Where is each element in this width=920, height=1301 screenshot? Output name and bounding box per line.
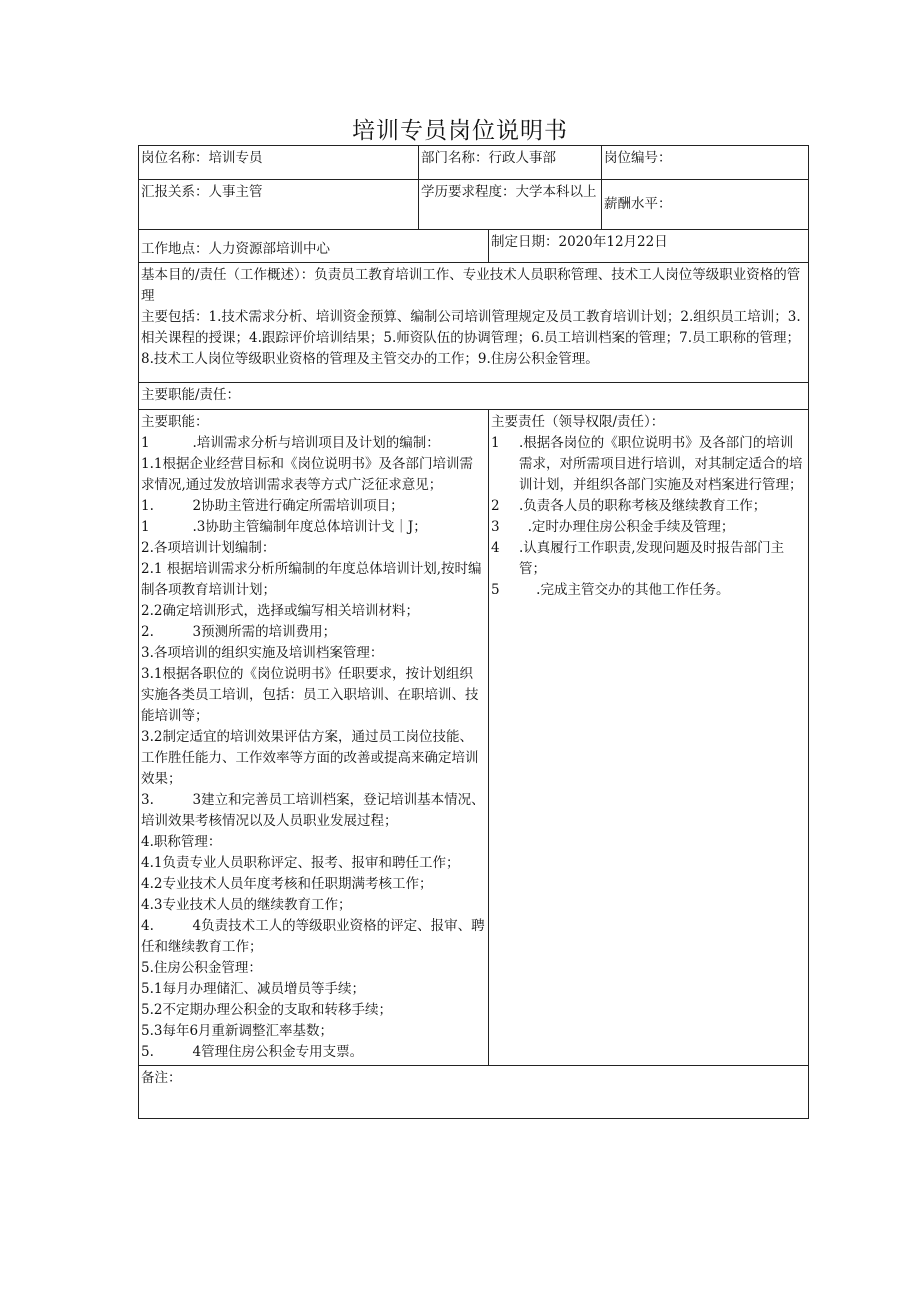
responsibility-item — [491, 433, 806, 496]
position-no: 岗位编号： — [604, 150, 672, 166]
responsibility-item — [491, 580, 806, 601]
responsibility-number: 2 — [491, 498, 500, 514]
responsibilities-cell — [489, 410, 809, 1066]
report-to: 汇报关系：人事主管 — [141, 184, 263, 200]
function-line: 3.2制定适宜的培训效果评估方案，通过员工岗位技能、工作胜任能力、工作效率等方面的改善或提高来确定培训效果； — [141, 729, 479, 787]
function-line: 2.2确定培训形式，选择或编写相关培训材料； — [141, 603, 419, 619]
functions-cell — [139, 410, 489, 1066]
remarks-cell — [139, 1066, 809, 1119]
salary-cell — [602, 180, 809, 230]
education-cell — [419, 180, 602, 230]
function-line: 3.1根据各职位的《岗位说明书》任职要求，按计划组织实施各类员工培训，包括：员工入职培训、在职培训、技能培训等； — [141, 666, 479, 724]
responsibility-item — [491, 496, 806, 517]
responsibilities-list — [491, 433, 806, 601]
function-line: 1 .3协助主管编制年度总体培训计戈｜J； — [141, 519, 427, 535]
work-location: 工作地点：人力资源部培训中心 — [141, 241, 330, 257]
position-name-cell — [139, 146, 419, 180]
responsibility-text: .定时办理住房公积金手续及管理； — [519, 519, 735, 535]
duties-header-cell — [139, 383, 809, 410]
function-line: 4.2专业技术人员年度考核和任职期满考核工作； — [141, 876, 433, 892]
function-line: 4.3专业技术人员的继续教育工作； — [141, 897, 352, 913]
function-line: 5. 4管理住房公积金专用支票。 — [141, 1044, 364, 1060]
responsibility-number: 5 — [491, 582, 500, 598]
responsibility-text: .负责各人员的职称考核及继续教育工作； — [519, 498, 767, 514]
functions-heading: 主要职能： — [141, 414, 209, 430]
function-line: 3. 3建立和完善员工培训档案，登记培训基本情况、培训效果考核情况以及人员职业发展过程； — [141, 792, 485, 829]
function-line: 1. 2协助主管进行确定所需培训项目； — [141, 498, 404, 514]
function-line: 5.1每月办理储汇、减员增员等手续； — [141, 981, 365, 997]
responsibility-item — [491, 517, 806, 538]
main-includes: 主要包括：1.技术需求分析、培训资金预算、编制公司培训管理规定及员工教育培训计划；2.组织员工培训；3.相关课程的授课；4.跟踪评价培训结果；5.师资队伍的协调管理；6.员工培训档案的管理；7.员工职称的管理；8.技术工人岗位等级职业资格的管理及主管交办的工作；9.住房公积金管理。 — [141, 309, 801, 367]
department: 部门名称：行政人事部 — [421, 150, 556, 166]
function-line: 4. 4负责技术工人的等级职业资格的评定、报审、聘任和继续教育工作； — [141, 918, 485, 955]
responsibility-text: .根据各岗位的《职位说明书》及各部门的培训需求，对所需项目进行培训，对其制定适合的培训计划，并组织各部门实施及对档案进行管理； — [519, 435, 803, 493]
duties-header: 主要职能/责任： — [141, 387, 241, 403]
responsibility-number: 4 — [491, 540, 500, 556]
salary: 薪酬水平： — [604, 196, 672, 212]
education: 学历要求程度：大学本科以上 — [421, 184, 597, 200]
responsibility-number: 3 — [491, 519, 500, 535]
issue-date: 制定日期：2020年12月22日 — [491, 234, 668, 250]
function-line: 5.住房公积金管理： — [141, 960, 262, 976]
basic-purpose: 基本目的/责任（工作概述）：负责员工教育培训工作、专业技术人员职称管理、技术工人岗位等级职业资格的管理 — [141, 267, 801, 304]
job-description-table — [138, 145, 809, 1119]
function-line: 2. 3预测所需的培训费用； — [141, 624, 337, 640]
remarks: 备注： — [141, 1070, 182, 1086]
function-line: 2.1 根据培训需求分析所编制的年度总体培训计划,按时编制各项教育培训计划； — [141, 561, 482, 598]
position-no-cell — [602, 146, 809, 180]
function-line: 5.3每年6月重新调整汇率基数； — [141, 1023, 334, 1039]
position-name: 岗位名称：培训专员 — [141, 150, 263, 166]
function-line: 5.2不定期办理公积金的支取和转移手续； — [141, 1002, 392, 1018]
responsibilities-heading: 主要责任（领导权限/责任）： — [491, 414, 665, 430]
function-line: 4.职称管理： — [141, 834, 222, 850]
responsibility-text: .认真履行工作职责,发现问题及时报告部门主管； — [519, 540, 785, 577]
basic-purpose-cell — [139, 263, 809, 383]
function-line: 1.1根据企业经营目标和《岗位说明书》及各部门培训需求情况,通过发放培训需求表等方式广泛征求意见； — [141, 456, 473, 493]
responsibility-item — [491, 538, 806, 580]
report-to-cell — [139, 180, 419, 230]
responsibility-text: .完成主管交办的其他工作任务。 — [519, 582, 730, 598]
function-line: 4.1负责专业人员职称评定、报考、报审和聘任工作； — [141, 855, 460, 871]
date-cell — [489, 230, 809, 263]
department-cell — [419, 146, 602, 180]
responsibility-number: 1 — [491, 435, 500, 451]
functions-list — [141, 433, 486, 1063]
function-line: 3.各项培训的组织实施及培训档案管理： — [141, 645, 384, 661]
function-line: 2.各项培训计划编制： — [141, 540, 276, 556]
location-cell — [139, 230, 489, 263]
document-title: 培训专员岗位说明书 — [352, 118, 568, 144]
function-line: 1 .培训需求分析与培训项目及计划的编制： — [141, 435, 440, 451]
